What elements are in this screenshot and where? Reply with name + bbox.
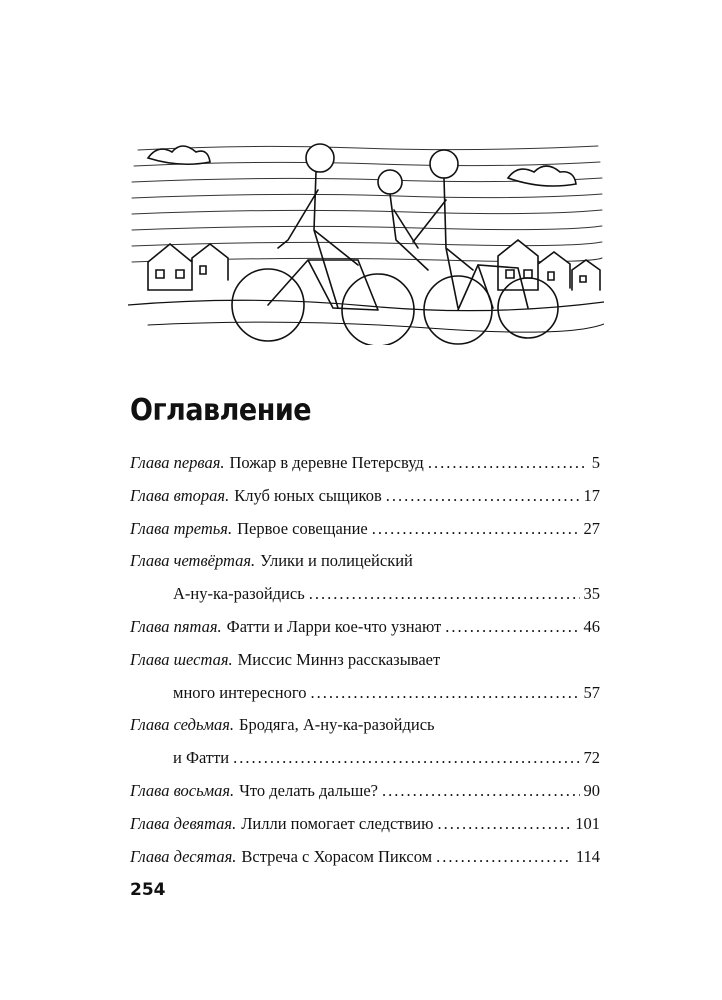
dot-leader (436, 846, 572, 868)
toc-entry (130, 616, 600, 649)
chapter-label: Глава шестая. (130, 649, 233, 669)
chapter-page-number: 114 (575, 846, 600, 866)
toc-entry (130, 846, 600, 879)
dot-leader (437, 813, 571, 835)
dot-leader (386, 485, 580, 507)
toc-entry (130, 452, 600, 485)
chapter-page-number: 17 (583, 485, 600, 505)
toc-entry (130, 714, 600, 747)
dot-leader (428, 452, 588, 474)
chapter-title: Бродяга, А-ну-ка-разойдись (239, 715, 435, 735)
chapter-label: Глава пятая. (130, 616, 222, 636)
chapter-label: Глава седьмая. (130, 715, 235, 735)
chapter-page-number: 57 (583, 682, 600, 702)
toc-entry (130, 780, 600, 813)
table-of-contents (130, 452, 600, 878)
chapter-title: Пожар в деревне Петерсвуд (229, 453, 424, 472)
chapter-title: Клуб юных сыщиков (234, 485, 382, 505)
chapter-title: много интересного (173, 682, 307, 702)
chapter-title: Первое совещание (237, 518, 368, 538)
toc-entry (130, 518, 600, 551)
toc-entry (130, 813, 600, 846)
dot-leader (372, 518, 580, 540)
chapter-label: Глава десятая. (130, 846, 237, 866)
chapter-page-number: 35 (583, 584, 600, 604)
toc-entry (130, 583, 600, 616)
dot-leader (309, 583, 580, 605)
toc-heading: Оглавление (130, 393, 312, 428)
chapter-page-number: 90 (583, 780, 600, 800)
chapter-page-number: 72 (583, 748, 600, 768)
chapter-page-number: 46 (583, 616, 600, 636)
chapter-page-number: 101 (575, 813, 600, 833)
dot-leader (445, 616, 579, 638)
chapter-page-number: 27 (583, 518, 600, 538)
chapter-title: Улики и полицейский (260, 551, 413, 571)
chapter-title: Миссис Миннз рассказывает (237, 649, 441, 669)
children-on-bicycles-illustration (128, 130, 604, 345)
toc-entry (130, 485, 600, 518)
chapter-title: Фатти и Ларри кое-что узнают (226, 616, 442, 636)
chapter-page-number: 5 (591, 453, 600, 472)
toc-entry (130, 682, 600, 715)
chapter-title: Лилли помогает следствию (241, 813, 434, 833)
chapter-title: и Фатти (173, 748, 230, 768)
dot-leader (233, 747, 579, 769)
toc-entry (130, 747, 600, 780)
toc-entry (130, 649, 600, 682)
chapter-title: А-ну-ка-разойдись (173, 584, 305, 604)
chapter-label: Глава третья. (130, 518, 233, 538)
dot-leader (310, 682, 579, 704)
page-number: 254 (130, 880, 166, 900)
chapter-title: Что делать дальше? (239, 780, 378, 800)
toc-entry (130, 550, 600, 583)
dot-leader (382, 780, 580, 802)
chapter-label: Глава восьмая. (130, 780, 235, 800)
chapter-label: Глава четвёртая. (130, 551, 256, 571)
chapter-title: Встреча с Хорасом Пиксом (241, 846, 433, 866)
chapter-label: Глава вторая. (130, 485, 230, 505)
chapter-label: Глава девятая. (130, 813, 237, 833)
chapter-label: Глава первая. (130, 453, 225, 472)
